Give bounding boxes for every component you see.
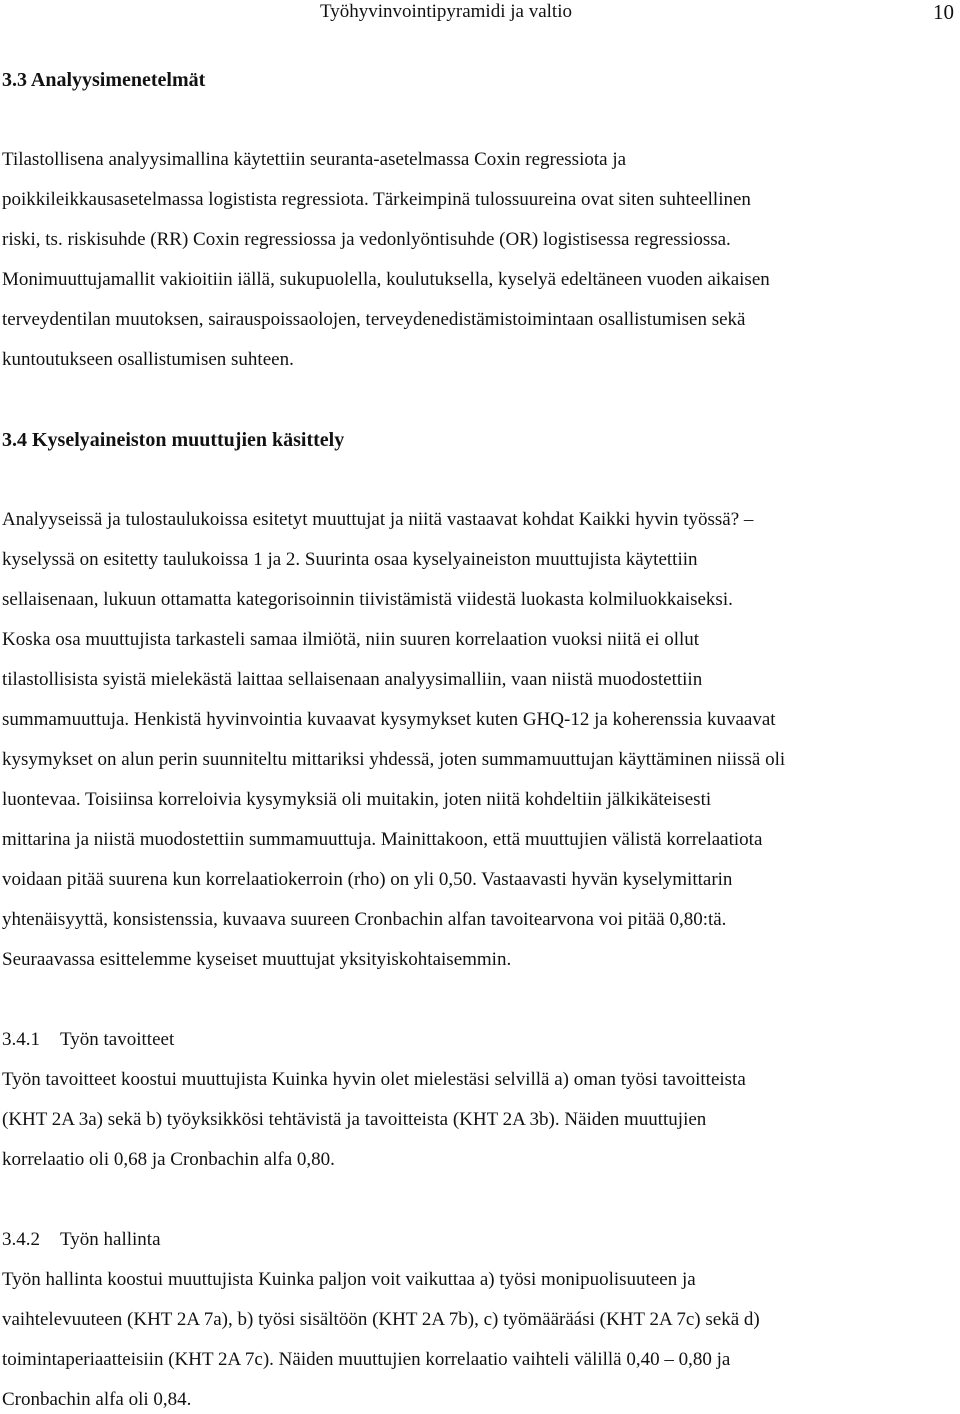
subsection-heading-3-4-2 (2, 1228, 161, 1252)
subsection-heading-3-4-1 (2, 1028, 174, 1052)
text-line: (KHT 2A 3a) sekä b) työyksikkösi tehtävistä ja tavoitteista (KHT 2A 3b). Näiden muuttujien (2, 1109, 707, 1130)
text-line: Koska osa muuttujista tarkasteli samaa ilmiötä, niin suuren korrelaation vuoksi niitä ei ollut (2, 629, 700, 650)
text-line: sellaisenaan, lukuun ottamatta kategorisoinnin tiivistämistä viidestä luokasta kolmiluokkaiseksi. (2, 589, 733, 610)
text-line: vaihtelevuuteen (KHT 2A 7a), b) työsi sisältöön (KHT 2A 7b), c) työmääräási (KHT 2A 7c) sekä d) (2, 1309, 760, 1330)
text-line: terveydentilan muutoksen, sairauspoissaolojen, terveydenedistämistoimintaan osallistumisen sekä (2, 309, 746, 330)
text-line: mittarina ja niistä muodostettiin summamuuttuja. Mainittakoon, että muuttujien välistä korrelaatiota (2, 829, 763, 850)
running-header-title: Työhyvinvointipyramidi ja valtio (320, 1, 572, 22)
section-heading-3-3: 3.3 Analyysimenetelmät (2, 69, 206, 91)
subsection-title: Työn tavoitteet (60, 1029, 175, 1050)
text-line: kysymykset on alun perin suunniteltu mittariksi yhdessä, joten summamuuttujan käyttäminen niissä oli (2, 749, 786, 770)
text-line: Tilastollisena analyysimallina käytettiin seuranta-asetelmassa Coxin regressiota ja (2, 149, 627, 170)
running-header (0, 0, 960, 26)
text-line: luontevaa. Toisiinsa korreloivia kysymyksiä oli muitakin, joten niitä kohdeltiin jälkikäteisesti (2, 789, 712, 810)
text-line: tilastollisista syistä mielekästä laittaa sellaisenaan analyysimalliin, vaan niistä muodostettiin (2, 669, 703, 690)
subsection-number: 3.4.1 (2, 1029, 40, 1050)
page-number: 10 (933, 0, 954, 24)
text-line: poikkileikkausasetelmassa logistista regressiota. Tärkeimpinä tulossuureina ovat siten suhteellinen (2, 189, 751, 210)
text-line: kuntoutukseen osallistumisen suhteen. (2, 349, 294, 370)
text-line: yhtenäisyyttä, konsistenssia, kuvaava suureen Cronbachin alfan tavoitearvona voi pitää 0,80:tä. (2, 909, 727, 930)
text-line: Työn tavoitteet koostui muuttujista Kuinka hyvin olet mielestäsi selvillä a) oman työsi tavoitteista (2, 1069, 746, 1090)
text-line: toimintaperiaatteisiin (KHT 2A 7c). Näiden muuttujien korrelaatio vaihteli välillä 0,40 – 0,80 ja (2, 1349, 731, 1370)
text-line: voidaan pitää suurena kun korrelaatiokerroin (rho) on yli 0,50. Vastaavasti hyvän kyselymittarin (2, 869, 733, 890)
text-line: summamuuttuja. Henkistä hyvinvointia kuvaavat kysymykset kuten GHQ-12 ja koherenssia kuvaavat (2, 709, 776, 730)
text-line: riski, ts. riskisuhde (RR) Coxin regressiossa ja vedonlyöntisuhde (OR) logistisessa regressiossa. (2, 229, 731, 250)
text-line: Cronbachin alfa oli 0,84. (2, 1389, 192, 1410)
text-line: Seuraavassa esittelemme kyseiset muuttujat yksityiskohtaisemmin. (2, 949, 512, 970)
text-line: korrelaatio oli 0,68 ja Cronbachin alfa 0,80. (2, 1149, 335, 1170)
text-line: kyselyssä on esitetty taulukoissa 1 ja 2. Suurinta osaa kyselyaineiston muuttujista käytettiin (2, 549, 698, 570)
text-line: Monimuuttujamallit vakioitiin iällä, sukupuolella, koulutuksella, kyselyä edeltäneen vuoden aikaisen (2, 269, 770, 290)
text-line: Työn hallinta koostui muuttujista Kuinka paljon voit vaikuttaa a) työsi monipuolisuuteen ja (2, 1269, 696, 1290)
section-heading-3-4: 3.4 Kyselyaineiston muuttujien käsittely (2, 429, 345, 451)
subsection-title: Työn hallinta (60, 1229, 161, 1250)
subsection-number: 3.4.2 (2, 1229, 40, 1250)
text-line: Analyyseissä ja tulostaulukoissa esitetyt muuttujat ja niitä vastaavat kohdat Kaikki hyvin työssä? – (2, 509, 754, 530)
